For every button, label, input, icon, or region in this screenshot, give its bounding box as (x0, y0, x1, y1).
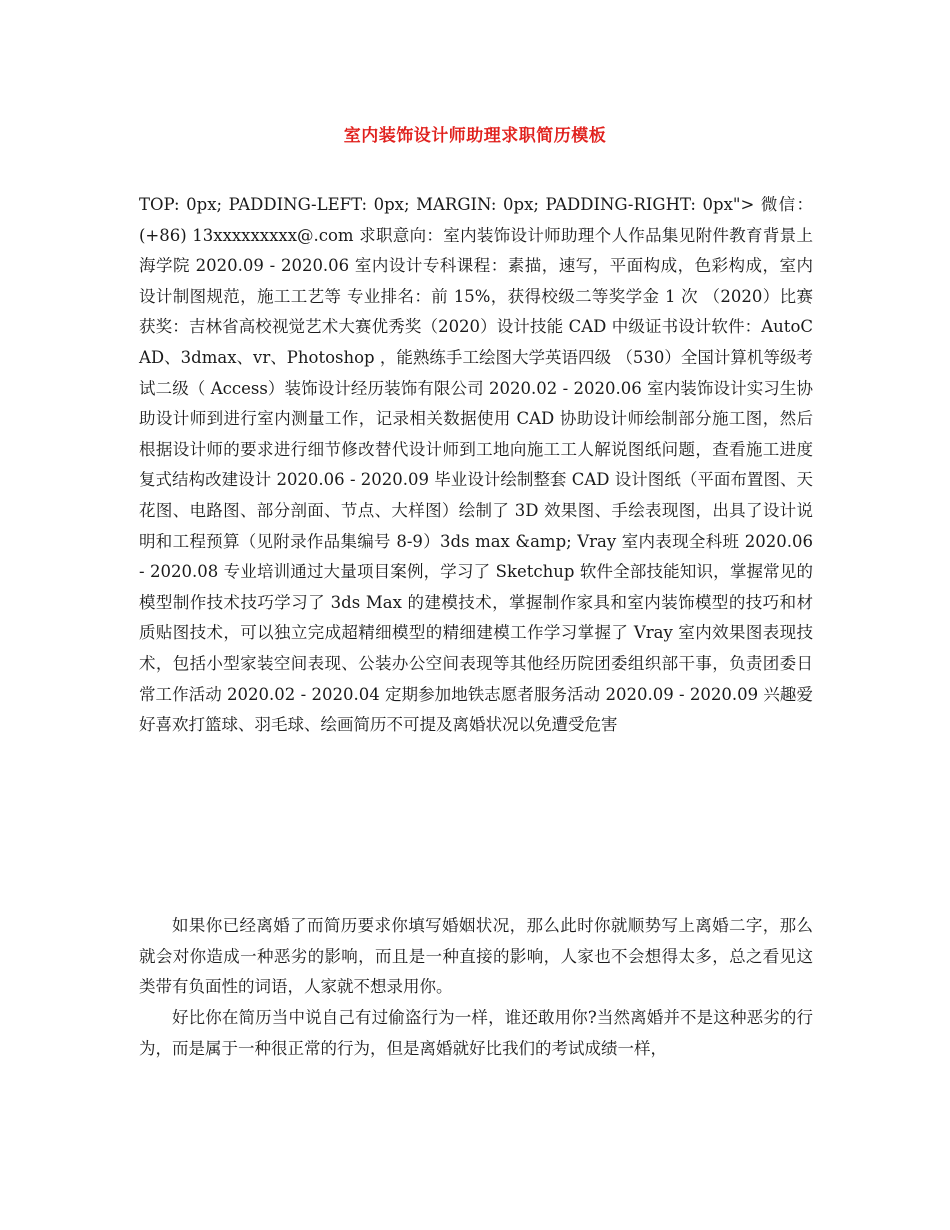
divorce-advice-paragraph: 如果你已经离婚了而简历要求你填写婚姻状况，那么此时你就顺势写上离婚二字，那么就会对你造成一种恶劣的影响，而且是一种直接的影响，人家也不会想得太多，总之看见这类带有负面性的词语，人家就不想录用你。 (139, 916, 813, 997)
document-title: 室内装饰设计师助理求职简历模板 (343, 126, 607, 146)
analogy-paragraph: 好比你在简历当中说自己有过偷盗行为一样，谁还敢用你?当然离婚并不是这种恶劣的行为，而是属于一种很正常的行为，但是离婚就好比我们的考试成绩一样， (139, 1008, 813, 1058)
resume-body-paragraph: TOP: 0px; PADDING-LEFT: 0px; MARGIN: 0px; PADDING-RIGHT: 0px"> 微信：(+86) 13xxxxxxxxx@.com 求职意向：室内装饰设计师助理个人作品集见附件教育背景上海学院 2020.09 - 2020.06 室内设计专科课程：素描，速写，平面构成，色彩构成，室内设计制图规范，施工工艺等 专业排名：前 15%，获得校级二等奖学金 1 次 （2020）比赛获奖：吉林省高校视觉艺术大赛优秀奖（2020）设计技能 CAD 中级证书设计软件：AutoCAD、3dmax、vr、Photoshop ，能熟练手工绘图大学英语四级 （530）全国计算机等级考试二级（ Access）装饰设计经历装饰有限公司 2020.02 - 2020.06 室内装饰设计实习生协助设计师到进行室内测量工作，记录相关数据使用 CAD 协助设计师绘制部分施工图，然后根据设计师的要求进行细节修改替代设计师到工地向施工工人解说图纸问题，查看施工进度复式结构改建设计 2020.06 - 2020.09 毕业设计绘制整套 CAD 设计图纸（平面布置图、天花图、电路图、部分剖面、节点、大样图）绘制了 3D 效果图、手绘表现图，出具了设计说明和工程预算（见附录作品集编号 8-9）3ds max &amp; Vray 室内表现全科班 2020.06 - 2020.08 专业培训通过大量项目案例，学习了 Sketchup 软件全部技能知识，掌握常见的模型制作技术技巧学习了 3ds Max 的建模技术，掌握制作家具和室内装饰模型的技巧和材质贴图技术，可以独立完成超精细模型的精细建模工作学习掌握了 Vray 室内效果图表现技术，包括小型家装空间表现、公装办公空间表现等其他经历院团委组织部干事，负责团委日常工作活动 2020.02 - 2020.04 定期参加地铁志愿者服务活动 2020.09 - 2020.09 兴趣爱好喜欢打篮球、羽毛球、绘画简历不可提及离婚状况以免遭受危害 (139, 195, 813, 735)
